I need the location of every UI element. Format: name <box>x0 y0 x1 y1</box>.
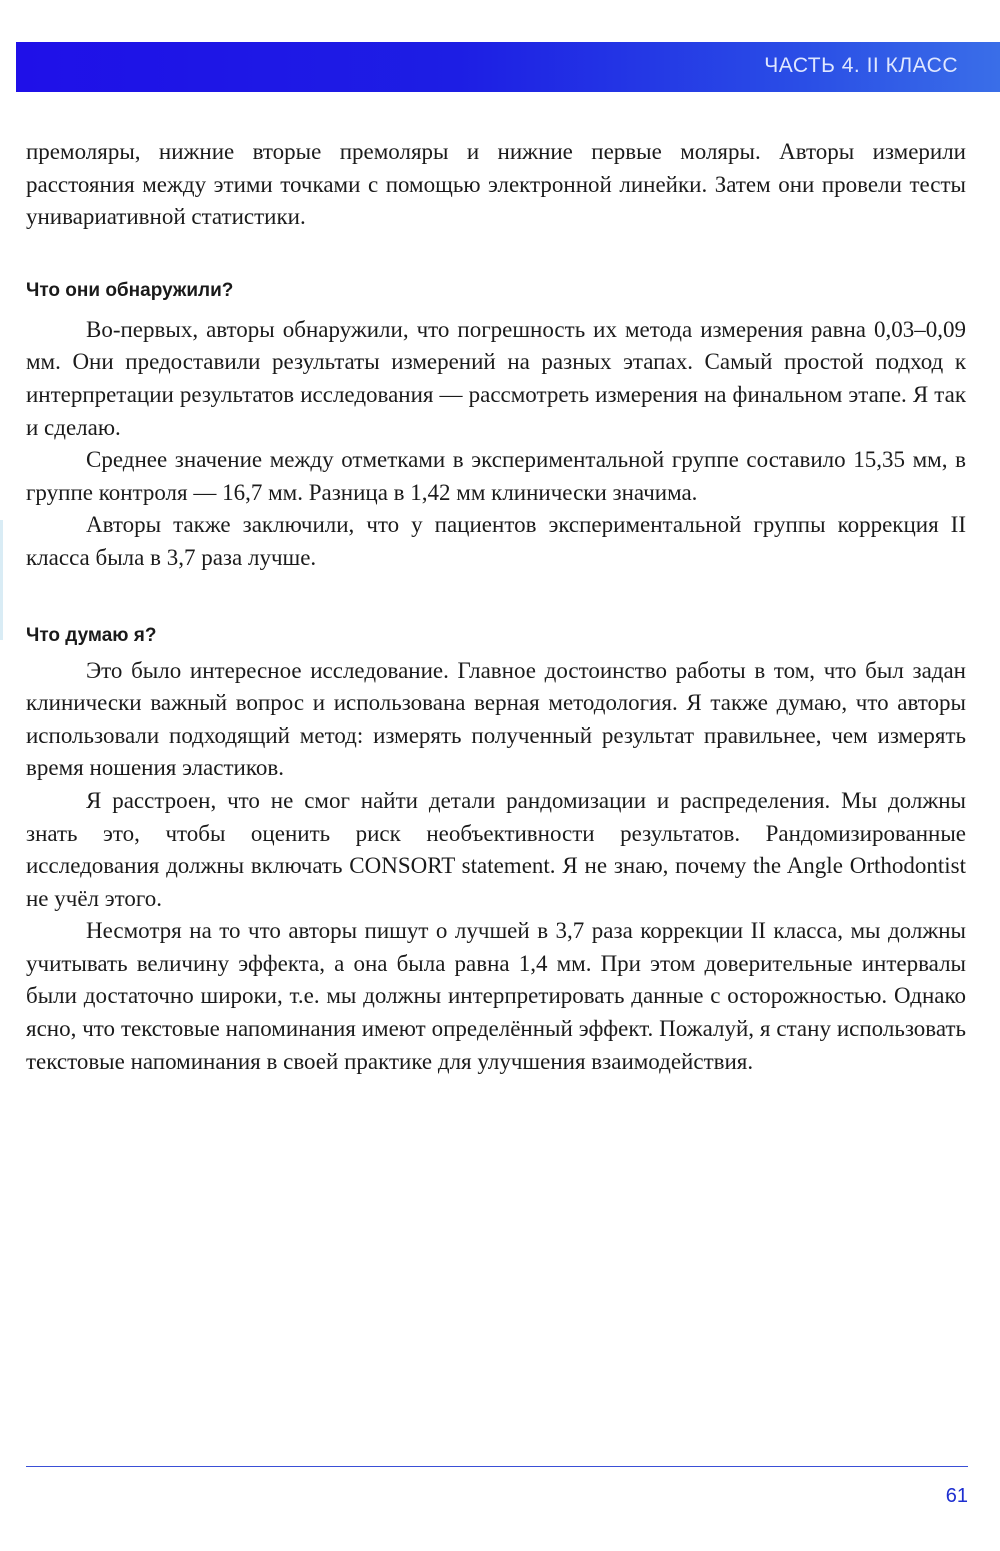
chapter-header-label: ЧАСТЬ 4. II КЛАСС <box>764 54 958 77</box>
page-number: 61 <box>945 1485 968 1507</box>
opinion-paragraph-2: Я расстроен, что не смог найти детали рандомизации и распределения. Мы должны знать это, чтобы оценить риск необъективности результатов. Рандомизированные исследования должны включать CONSORT statement. Я не знаю, почему the Angle Orthodontist не учёл этого. <box>26 787 966 911</box>
page-body <box>26 136 966 1078</box>
opinion-paragraph-3: Несмотря на то что авторы пишут о лучшей в 3,7 раза коррекции II класса, мы должны учитывать величину эффекта, а она была равна 1,4 мм. При этом доверительные интервалы были достаточно широки, т.е. мы должны интерпретировать данные с осторожностью. Однако ясно, что текстовые напоминания имеют определённый эффект. Пожалуй, я стану использовать текстовые напоминания в своей практике для улучшения взаимодействия. <box>26 918 966 1074</box>
footer-divider <box>26 1466 968 1467</box>
page-edge-mark <box>0 520 3 640</box>
intro-paragraph: премоляры, нижние вторые премоляры и нижние первые моляры. Авторы измерили расстояния между этими точками с помощью электронной линейки. Затем они провели тесты унивариативной статистики. <box>26 139 966 230</box>
chapter-header-band <box>16 42 1000 92</box>
section-heading-opinion: Что думаю я? <box>26 624 157 646</box>
opinion-paragraph-1: Это было интересное исследование. Главное достоинство работы в том, что был задан клинически важный вопрос и использована верная методология. Я также думаю, что авторы использовали подходящий метод: измерять полученный результат правильнее, чем измерять время ношения эластиков. <box>26 657 966 781</box>
findings-paragraph-3: Авторы также заключили, что у пациентов экспериментальной группы коррекция II класса была в 3,7 раза лучше. <box>26 512 966 570</box>
findings-paragraph-2: Среднее значение между отметками в экспериментальной группе составило 15,35 мм, в группе контроля — 16,7 мм. Разница в 1,42 мм клинически значима. <box>26 447 966 505</box>
section-heading-findings: Что они обнаружили? <box>26 279 234 301</box>
findings-paragraph-1: Во-первых, авторы обнаружили, что погрешность их метода измерения равна 0,03–0,09 мм. Они предоставили результаты измерений на разных этапах. Самый простой подход к интерпретации результатов исследования — рассмотреть измерения на финальном этапе. Я так и сделаю. <box>26 316 966 440</box>
